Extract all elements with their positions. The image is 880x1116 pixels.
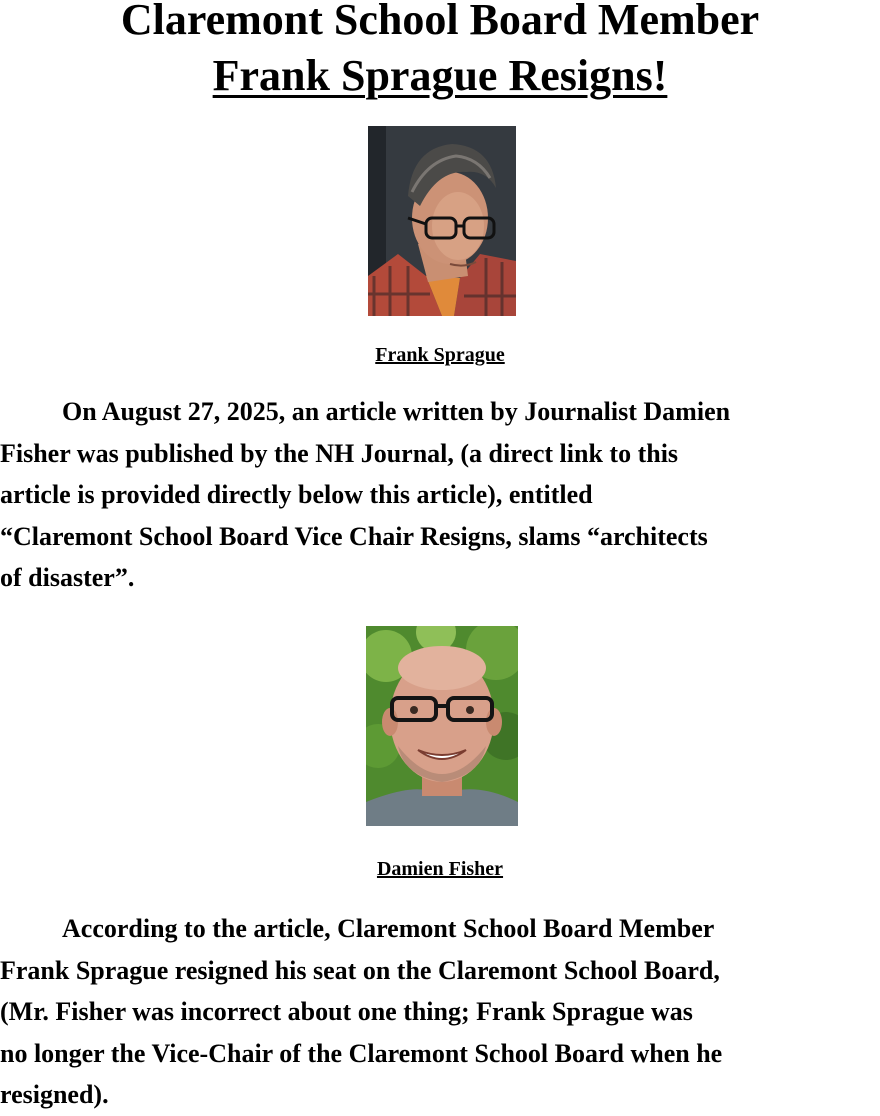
paragraph-2-line: Frank Sprague resigned his seat on the Claremont School Board, bbox=[0, 955, 720, 985]
paragraph-1-line: Fisher was published by the NH Journal, (a direct link to this bbox=[0, 438, 679, 468]
frank-sprague-photo bbox=[368, 126, 516, 316]
paragraph-2-line: According to the article, Claremont School Board Member bbox=[62, 914, 715, 943]
paragraph-1-line: “Claremont School Board Vice Chair Resigns, slams “architects bbox=[0, 521, 708, 551]
frank-sprague-caption: Frank Sprague bbox=[375, 344, 505, 366]
paragraph-2 bbox=[0, 908, 880, 1116]
paragraph-2-line: (Mr. Fisher was incorrect about one thing; Frank Sprague was bbox=[0, 997, 693, 1026]
damien-fisher-portrait-graphic bbox=[366, 626, 518, 826]
paragraph-2-line: no longer the Vice-Chair of the Claremont School Board when he bbox=[0, 1038, 723, 1068]
headline-line-1: Claremont School Board Member bbox=[120, 0, 760, 44]
paragraph-2-line: resigned). bbox=[0, 1080, 109, 1109]
headline-line-2-text: Frank Sprague Resigns! bbox=[212, 51, 668, 100]
damien-fisher-photo bbox=[366, 626, 518, 826]
paragraph-1-line: On August 27, 2025, an article written by Journalist Damien bbox=[62, 397, 731, 426]
paragraph-1-line: of disaster”. bbox=[0, 563, 135, 592]
paragraph-1 bbox=[0, 391, 880, 599]
paragraph-1-line: article is provided directly below this article), entitled bbox=[0, 480, 593, 509]
headline-line-2 bbox=[0, 52, 880, 100]
damien-fisher-caption: Damien Fisher bbox=[376, 858, 504, 880]
frank-sprague-portrait-graphic bbox=[368, 126, 516, 316]
